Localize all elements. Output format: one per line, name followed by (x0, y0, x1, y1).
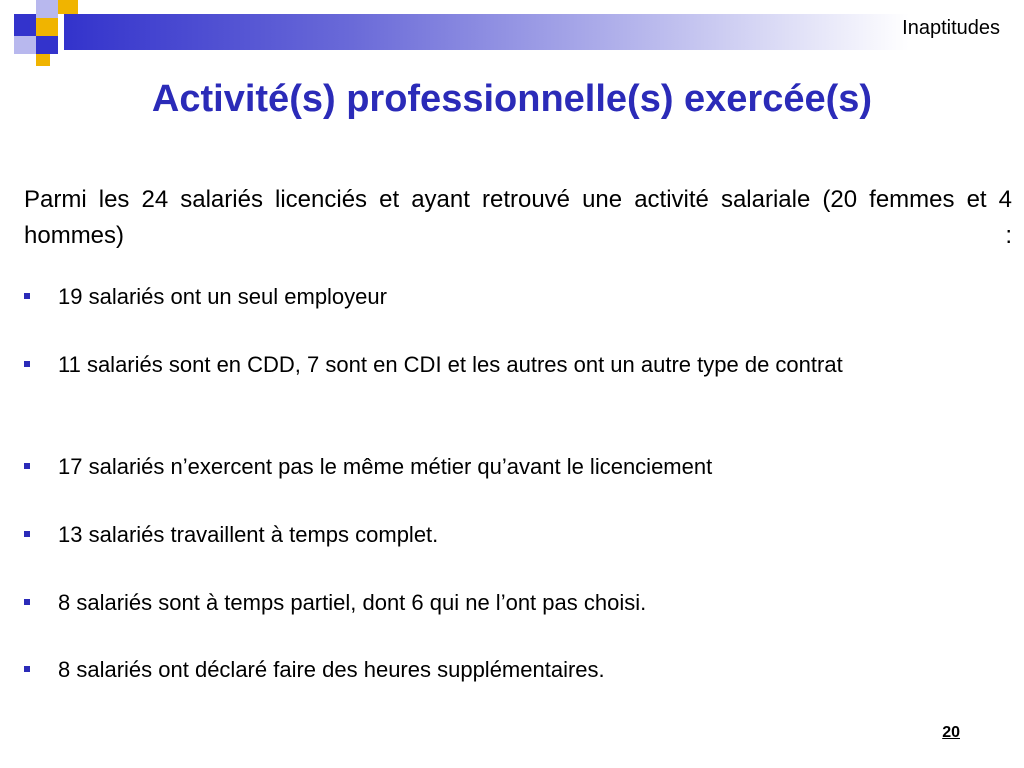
bullet-item (24, 518, 1012, 551)
bullet-square-icon (24, 531, 30, 537)
bullet-text: 8 salariés sont à temps partiel, dont 6 qui ne l’ont pas choisi. (58, 590, 647, 615)
bullet-square-icon (24, 293, 30, 299)
bullet-square-icon (24, 361, 30, 367)
bullet-item (24, 348, 1012, 381)
bullet-item (24, 653, 1012, 686)
header-gradient-band (64, 14, 1024, 50)
bullet-item (24, 586, 1012, 619)
bullet-square-icon (24, 599, 30, 605)
intro-paragraph (24, 182, 1012, 290)
header-section-label: Inaptitudes (902, 17, 1000, 39)
bullet-text: 19 salariés ont un seul employeur (58, 284, 387, 309)
bullet-text: 17 salariés n’exercent pas le même métier qu’avant le licenciement (58, 454, 713, 479)
intro-text: Parmi les 24 salariés licenciés et ayant retrouvé une activité salariale (20 femmes et 4 hommes) : (24, 186, 1012, 249)
bullet-item (24, 450, 1012, 483)
bullet-item (24, 280, 1012, 313)
slide-title: Activité(s) professionnelle(s) exercée(s) (151, 78, 873, 120)
page-number: 20 (942, 724, 960, 741)
bullet-square-icon (24, 666, 30, 672)
logo-squares-icon (0, 0, 90, 70)
bullet-square-icon (24, 463, 30, 469)
bullet-text: 11 salariés sont en CDD, 7 sont en CDI et les autres ont un autre type de contrat (58, 352, 843, 377)
bullet-text: 13 salariés travaillent à temps complet. (58, 522, 439, 547)
bullet-text: 8 salariés ont déclaré faire des heures supplémentaires. (58, 657, 605, 682)
